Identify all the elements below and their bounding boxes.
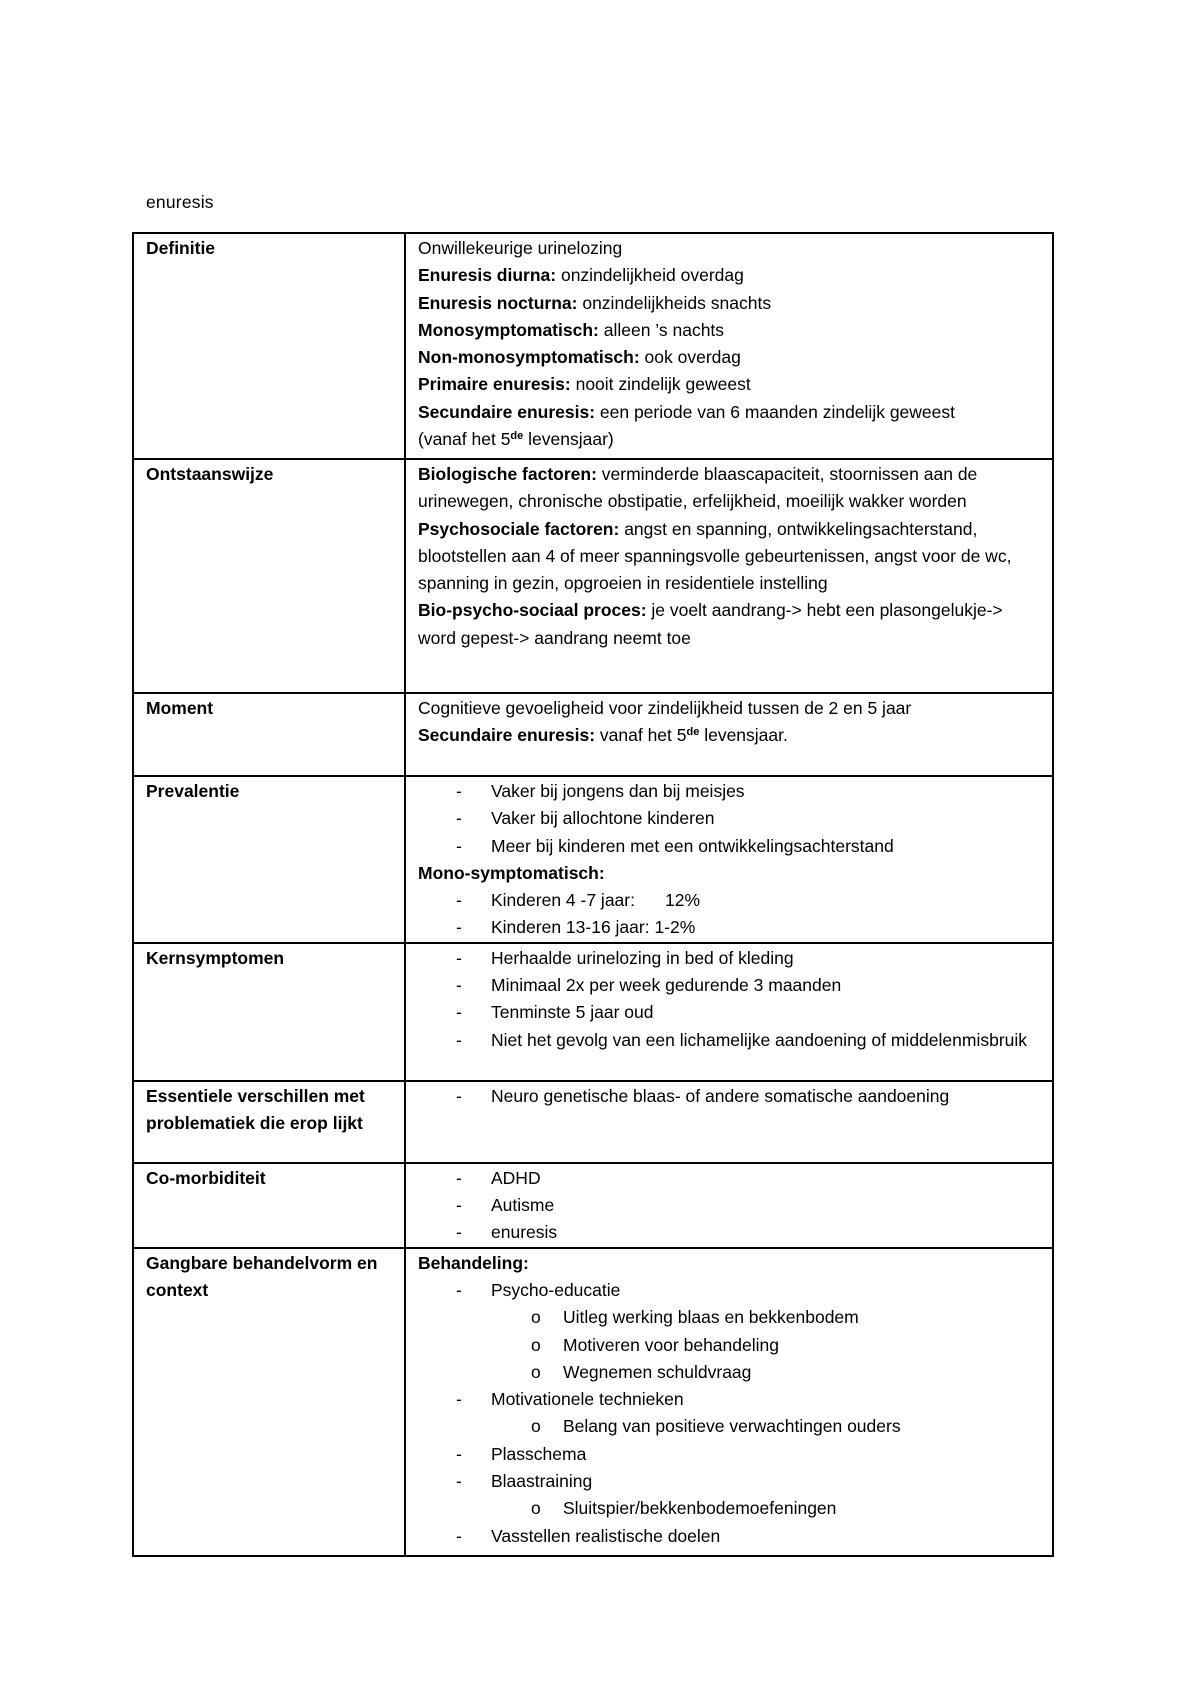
percentage: 12% [664,890,701,911]
list-item [418,833,1040,860]
enuresis-table [132,232,1054,1557]
row-label-comorbiditeit: Co-morbiditeit [133,1163,405,1248]
term: Enuresis diurna: [418,265,557,286]
list-item-text: Plasschema [491,1443,587,1464]
list-item [418,778,1040,805]
term-text: angst en spanning, ontwikkelingsachterstand, blootstellen aan 4 of meer spanningsvolle gebeurtenissen, angst voor de wc, spanning in gezin, opgroeien in residentiele instelling [418,518,1012,594]
dash-marker: - [456,1525,462,1546]
table-row-prevalentie [133,776,1053,943]
paragraph [418,597,1040,652]
table-row-verschillen [133,1081,1053,1163]
term-text: onzindelijkheids snachts [577,292,772,313]
row-content-moment [405,693,1053,776]
term: Non-monosymptomatisch: [418,347,640,368]
list-item-text: Psycho-educatie [491,1279,621,1300]
definition-line [418,344,1040,371]
definition-line: Onwillekeurige urinelozing [418,238,623,258]
list-item-text: Tenminste 5 jaar oud [491,1002,654,1023]
dash-marker: - [456,1085,462,1106]
list-item [418,945,1040,972]
circle-marker: o [531,1416,541,1437]
sub-list-item [418,1304,1040,1331]
term: Secundaire enuresis: [418,401,596,422]
superscript: de [510,430,524,443]
row-label-behandeling: Gangbare behandelvorm en context [133,1248,405,1556]
row-content-behandeling [405,1248,1053,1556]
paragraph [418,461,1040,516]
dash-marker: - [456,808,462,829]
term: Bio-psycho-sociaal proces: [418,600,647,621]
list-item [418,1386,1040,1413]
list-item-text: ADHD [491,1167,541,1188]
subheading [418,1250,1040,1277]
term-text: levensjaar) [523,429,614,450]
list-item-text: Wegnemen schuldvraag [563,1361,752,1382]
table-row-kernsymptomen [133,943,1053,1081]
dash-marker: - [456,781,462,801]
row-content-ontstaanswijze [405,459,1053,693]
term-text: (vanaf het 5 [418,429,511,450]
dash-marker: - [456,1279,462,1300]
list-item [418,1027,1040,1054]
sub-list-item [418,1495,1040,1522]
term-text: vanaf het 5 [595,725,687,746]
term: Behandeling: [418,1252,529,1273]
term: Biologische factoren: [418,464,597,484]
row-content-comorbiditeit [405,1163,1053,1248]
row-label-definitie: Definitie [133,233,405,459]
document-title: enuresis [146,192,214,212]
list-item-text: Kinderen 13-16 jaar: [491,917,650,938]
term-text: een periode van 6 maanden zindelijk geweest [595,401,955,422]
row-content-definitie [405,233,1053,459]
dash-marker: - [456,1195,462,1216]
table-row-ontstaanswijze [133,459,1053,693]
dash-marker: - [456,1222,462,1243]
list-item-text: Minimaal 2x per week gedurende 3 maanden [491,975,842,996]
dash-marker: - [456,1443,462,1464]
list-item [418,1219,1040,1246]
list-item-text: Belang van positieve verwachtingen ouders [563,1416,901,1437]
subheading [418,860,1040,887]
dash-marker: - [456,1002,462,1023]
circle-marker: o [531,1498,541,1519]
term: Psychosociale factoren: [418,518,620,539]
dash-marker: - [456,1471,462,1492]
superscript: de [686,726,700,739]
list-item [418,914,1040,941]
term-text: levensjaar. [699,725,788,746]
list-item [418,1277,1040,1304]
list-item [418,887,1040,914]
list-item-text: Autisme [491,1195,555,1216]
term-text: alleen ’s nachts [598,319,725,340]
term: Enuresis nocturna: [418,292,578,313]
list-item-text: Uitleg werking blaas en bekkenbodem [563,1307,859,1328]
definition-line [418,371,1040,398]
table-row-definitie [133,233,1053,459]
list-item-text: Sluitspier/bekkenbodemoefeningen [563,1498,837,1519]
term: Secundaire enuresis: [418,725,596,746]
sub-list-item [418,1332,1040,1359]
term-text: nooit zindelijk geweest [570,374,751,395]
row-content-prevalentie [405,776,1053,943]
dash-marker: - [456,835,462,856]
list-item [418,1192,1040,1219]
list-item [418,1441,1040,1468]
definition-line [418,426,1040,453]
list-item-text: Vaker bij allochtone kinderen [491,808,715,829]
paragraph: Cognitieve gevoeligheid voor zindelijkheid tussen de 2 en 5 jaar [418,698,912,718]
row-label-verschillen: Essentiele verschillen met problematiek die erop lijkt [133,1081,405,1163]
list-item-text: Motivationele technieken [491,1389,684,1410]
sub-list-item [418,1413,1040,1440]
row-label-prevalentie: Prevalentie [133,776,405,943]
circle-marker: o [531,1334,541,1355]
paragraph [418,516,1040,598]
dash-marker: - [456,917,462,938]
list-item [418,1523,1040,1550]
table-row-comorbiditeit [133,1163,1053,1248]
list-item [418,1083,1040,1110]
list-item-text: Vaker bij jongens dan bij meisjes [491,781,745,801]
term-text: ook overdag [639,347,741,368]
dash-marker: - [456,1389,462,1410]
definition-line [418,290,1040,317]
list-item-text: Neuro genetische blaas- of andere somatische aandoening [491,1085,950,1106]
row-label-moment: Moment [133,693,405,776]
list-item-text: Herhaalde urinelozing in bed of kleding [491,947,794,968]
paragraph [418,722,1040,749]
definition-line [418,262,1040,289]
dash-marker: - [456,1167,462,1188]
list-item-text: Vasstellen realistische doelen [491,1525,721,1546]
dash-marker: - [456,890,462,911]
definition-line [418,317,1040,344]
dash-marker: - [456,947,462,968]
list-item [418,972,1040,999]
term-text: verminderde blaascapaciteit, stoornissen aan de urinewegen, chronische obstipatie, erfelijkheid, moeilijk wakker worden [418,464,978,512]
row-label-ontstaanswijze: Ontstaanswijze [133,459,405,693]
list-item-text: Kinderen 4 -7 jaar: [491,890,635,911]
term: Mono-symptomatisch: [418,862,605,883]
list-item-text: Meer bij kinderen met een ontwikkelingsachterstand [491,835,894,856]
row-content-kernsymptomen [405,943,1053,1081]
term-text: je voelt aandrang-> hebt een plasongelukje-> word gepest-> aandrang neemt toe [418,600,1003,648]
list-item-text: Motiveren voor behandeling [563,1334,779,1355]
circle-marker: o [531,1361,541,1382]
term-text: onzindelijkheid overdag [556,265,744,286]
list-item [418,1165,1040,1192]
list-item-text: Niet het gevolg van een lichamelijke aandoening of middelenmisbruik [491,1029,1028,1050]
list-item [418,999,1040,1026]
table-row-behandeling [133,1248,1053,1556]
list-item [418,1468,1040,1495]
circle-marker: o [531,1307,541,1328]
list-item-text: enuresis [491,1222,558,1243]
list-item [418,805,1040,832]
list-item-text: Blaastraining [491,1471,593,1492]
table-row-moment [133,693,1053,776]
dash-marker: - [456,1029,462,1050]
term: Primaire enuresis: [418,374,571,395]
row-content-verschillen [405,1081,1053,1163]
row-label-kernsymptomen: Kernsymptomen [133,943,405,1081]
sub-list-item [418,1359,1040,1386]
percentage: 1-2% [654,917,696,938]
term: Monosymptomatisch: [418,319,599,340]
definition-line [418,399,1040,426]
dash-marker: - [456,975,462,996]
